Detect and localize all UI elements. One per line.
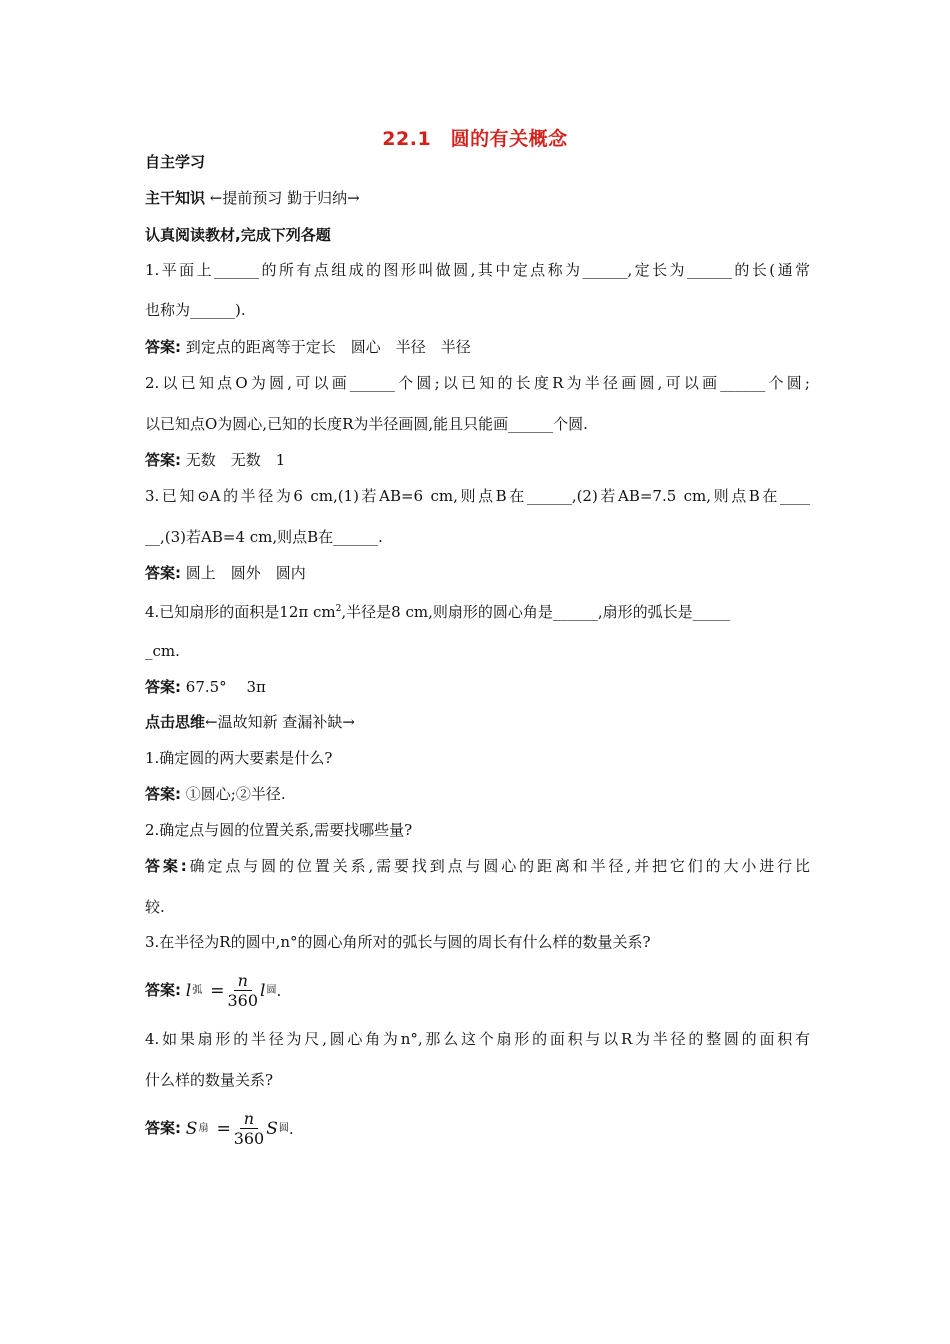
formula-subscript: 圆 — [266, 985, 277, 996]
answer-1 — [145, 337, 810, 357]
subsection-label: 主干知识 — [145, 189, 206, 207]
thinking-answer-4 — [145, 1106, 810, 1151]
thinking-question-2: 2.确定点与圆的位置关系,需要找哪些量? — [145, 821, 413, 839]
sector-area-formula — [186, 1107, 294, 1151]
fraction-denominator: 360 — [233, 1128, 265, 1148]
arc-length-formula — [186, 969, 281, 1013]
page-title: 22.1 圆的有关概念 — [382, 128, 568, 150]
fraction-numerator: n — [240, 1110, 258, 1129]
subsection-hint: ←温故知新 查漏补缺→ — [205, 713, 355, 731]
fraction-denominator: 360 — [227, 990, 259, 1010]
question-2-line-2: 以已知点O为圆心,已知的长度R为半径画圆,能且只能画______个圆. — [145, 415, 588, 433]
answer-text: 圆上 圆外 圆内 — [185, 564, 306, 582]
period: . — [276, 982, 282, 1000]
answer-label: 答案: — [145, 564, 181, 582]
instruction: 认真阅读教材,完成下列各题 — [145, 226, 331, 244]
formula-subscript: 弧 — [192, 985, 203, 996]
question-4-line-1 — [145, 599, 810, 622]
thinking-answer-2-line-1 — [145, 856, 810, 876]
answer-4 — [145, 677, 810, 697]
question-2-line-1: 2.以已知点O为圆,可以画______个圆;以已知的长度R为半径画圆,可以画______个圆; — [145, 374, 810, 392]
answer-text: 67.5° 3π — [185, 678, 266, 696]
question-3-line-2: __,(3)若AB=4 cm,则点B在______. — [145, 528, 383, 546]
question-4-part-a: 4.已知扇形的面积是12π cm — [145, 603, 336, 621]
answer-text: 确定点与圆的位置关系,需要找到点与圆心的距离和半径,并把它们的大小进行比 — [186, 857, 810, 875]
answer-text: 无数 无数 1 — [185, 451, 286, 469]
question-4-part-b: ,半径是8 cm,则扇形的圆心角是______,扇形的弧长是_____ — [341, 603, 731, 621]
answer-label: 答案: — [145, 451, 181, 469]
fraction-numerator: n — [234, 972, 252, 991]
answer-label: 答案: — [145, 1119, 181, 1137]
equals-sign: = — [210, 981, 225, 1001]
answer-label: 答案: — [145, 857, 187, 875]
formula-variable: l — [185, 981, 192, 1001]
formula-subscript: 扇 — [198, 1123, 209, 1134]
formula-variable: l — [260, 981, 266, 1001]
subsection-label: 点击思维 — [145, 713, 206, 731]
superscript: 2 — [335, 604, 342, 614]
subsection-hint: ←提前预习 勤于归纳→ — [209, 189, 360, 207]
formula-subscript: 圆 — [278, 1123, 289, 1134]
answer-label: 答案: — [145, 678, 181, 696]
answer-text: ①圆心;②半径. — [185, 785, 286, 803]
answer-2 — [145, 450, 810, 470]
formula-variable: S — [185, 1119, 198, 1139]
formula-variable: S — [266, 1119, 278, 1139]
thinking-question-4-line-2: 什么样的数量关系? — [145, 1071, 274, 1089]
subsection-heading-1 — [145, 188, 810, 208]
thinking-answer-1 — [145, 784, 810, 804]
section-heading: 自主学习 — [145, 153, 206, 171]
answer-text: 到定点的距离等于定长 圆心 半径 半径 — [185, 338, 471, 356]
thinking-answer-2-line-2: 较. — [145, 898, 165, 916]
answer-label: 答案: — [145, 785, 181, 803]
question-4-line-2: _cm. — [145, 642, 180, 660]
question-3-line-1: 3.已知⊙A的半径为6 cm,(1)若AB=6 cm,则点B在______,(2)若AB=7.5 cm,则点B在____ — [145, 487, 810, 505]
answer-label: 答案: — [145, 338, 181, 356]
fraction — [227, 972, 258, 1011]
question-1-line-1: 1.平面上______的所有点组成的图形叫做圆,其中定点称为______,定长为______的长(通常 — [145, 261, 810, 279]
subsection-heading-2 — [145, 712, 810, 732]
thinking-question-1: 1.确定圆的两大要素是什么? — [145, 749, 333, 767]
thinking-question-3: 3.在半径为R的圆中,n°的圆心角所对的弧长与圆的周长有什么样的数量关系? — [145, 933, 651, 951]
answer-3 — [145, 563, 810, 583]
question-1-line-2: 也称为______). — [145, 301, 246, 319]
thinking-answer-3 — [145, 968, 810, 1013]
equals-sign: = — [216, 1119, 231, 1139]
fraction — [234, 1110, 265, 1149]
thinking-question-4-line-1: 4.如果扇形的半径为尺,圆心角为n°,那么这个扇形的面积与以R为半径的整圆的面积有 — [145, 1030, 810, 1048]
period: . — [288, 1120, 294, 1138]
answer-label: 答案: — [145, 981, 181, 999]
